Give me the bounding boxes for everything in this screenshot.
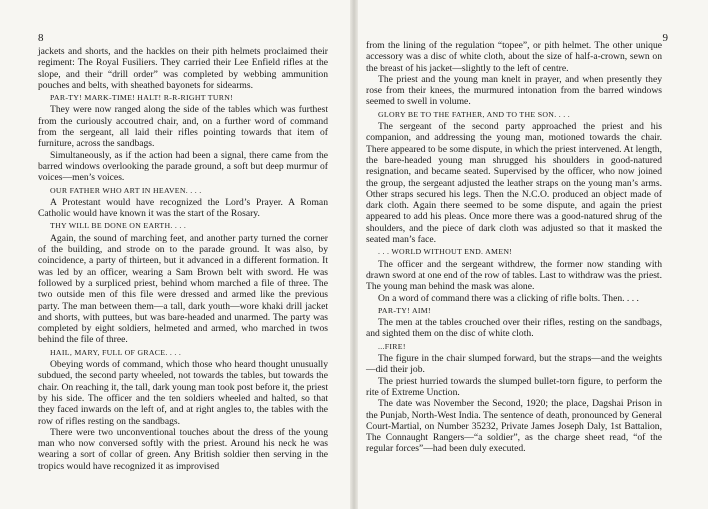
paragraph: from the lining of the regulation “topee”, or pith helmet. The other unique accessory was a disc of white cloth, about the size of half-a-crown, sewn on the breast of his jacket—slightly to the left of centre. bbox=[366, 40, 662, 74]
spoken-line: PAR-TY! MARK-TIME! HALT! R-R-RIGHT TURN! bbox=[50, 93, 234, 103]
left-page-body bbox=[38, 46, 328, 472]
paragraph: A Protestant would have recognized the Lord’s Prayer. A Roman Catholic would have known it was the start of the Rosary. bbox=[38, 196, 328, 220]
paragraph: Again, the sound of marching feet, and another party turned the corner of the building, and strode on to the parade ground. It was also, by coincidence, a party of thirteen, but it advanced in a different formation. It was led by an officer, wearing a Sam Brown belt with sword. He was followed by a surpliced priest, behind whom marched a file of three. The two outside men of this file were dressed and armed like the previous party. The man between them—a tall, dark youth—wore khaki drill jacket and shorts, with puttees, but was bare-headed and unarmed. The party was completed by eight soldiers, helmeted and armed, who marched in twos behind the file of three. bbox=[38, 232, 328, 346]
paragraph: Obeying words of command, which those who heard thought unusually subdued, the second party wheeled, not towards the tables, but towards the chair. On reaching it, the tall, dark young man took post before it, the priest by his side. The officer and the ten soldiers wheeled and halted, so that they faced inwards on the left of, and at right angles to, the tables with the row of rifles resting on the sandbags. bbox=[38, 359, 328, 427]
paragraph: The men at the tables crouched over their rifles, resting on the sandbags, and sighted them on the disc of white cloth. bbox=[366, 317, 662, 340]
spoken-line: . . . WORLD WITHOUT END. AMEN! bbox=[378, 247, 513, 257]
spoken-line: OUR FATHER WHO ART IN HEAVEN. . . . bbox=[50, 185, 202, 195]
spoken-line: THY WILL BE DONE ON EARTH. . . . bbox=[50, 221, 187, 231]
spoken-line: HAIL, MARY, FULL OF GRACE. . . . bbox=[50, 347, 182, 357]
paragraph: The sergeant of the second party approached the priest and his companion, and addressing the young man, motioned towards the chair. There appeared to be some dispute, in which the priest intervened. At length, the bare-headed young man shrugged his shoulders in good-natured resignation, and became seated. Supervised by the officer, who now joined the group, the sergeant adjusted the leather straps on the young man’s arms. Other straps secured his legs. Then the N.C.O. produced an object made of dark cloth. Again there seemed to be some dispute, and again the priest appeared to add his pleas. Once more there was a good-natured shrug of the shoulders, and the piece of dark cloth was adjusted so that it masked the seated man’s face. bbox=[366, 121, 662, 246]
page-number: 9 bbox=[662, 32, 668, 44]
paragraph: On a word of command there was a clicking of rifle bolts. Then. . . . bbox=[378, 292, 639, 304]
right-page-body bbox=[366, 40, 662, 455]
spoken-line: GLORY BE TO THE FATHER, AND TO THE SON. . . . bbox=[378, 109, 570, 119]
paragraph: There were two unconventional touches about the dress of the young man who now conversed softly with the priest. Around his neck he was wearing a sort of collar of green. Any British soldier then serving in the tropics would have recognized it as improvised bbox=[38, 426, 328, 472]
paragraph: The figure in the chair slumped forward, but the straps—and the weights—did their job. bbox=[366, 353, 662, 376]
paragraph: The priest hurried towards the slumped bullet-torn figure, to perform the rite of Extreme Unction. bbox=[366, 375, 662, 398]
left-page bbox=[0, 0, 350, 509]
paragraph: They were now ranged along the side of the tables which was furthest from the curiously accoutred chair, and, on a further word of command from the sergeant, all laid their rifles pointing towards that item of furniture, across the sandbags. bbox=[38, 104, 328, 150]
paragraph: The priest and the young man knelt in prayer, and when presently they rose from their knees, the murmured intonation from the barred windows seemed to swell in volume. bbox=[366, 73, 662, 108]
paragraph: jackets and shorts, and the hackles on their pith helmets proclaimed their regiment: The Royal Fusiliers. They carried their Lee Enfield rifles at the slope, and their “drill order” was completed by webbing ammunition pouches and belts, with sheathed bayonets for sidearms. bbox=[38, 46, 328, 91]
right-page bbox=[358, 0, 708, 509]
spoken-line: PAR-TY! AIM! bbox=[378, 305, 431, 315]
page-number: 8 bbox=[38, 32, 44, 44]
book-gutter bbox=[350, 0, 358, 509]
paragraph: The date was November the Second, 1920; the place, Dagshai Prison in the Punjab, North-West India. The sentence of death, pronounced by General Court-Martial, on Number 35232, Private James Joseph Daly, 1st Battalion, The Connaught Rangers—“a soldier”, as the charge sheet read, “of the regular forces”—had been duly executed. bbox=[366, 398, 662, 455]
paragraph: Simultaneously, as if the action had been a signal, there came from the barred windows overlooking the parade ground, a soft but deep murmur of voices—men’s voices. bbox=[38, 149, 328, 184]
paragraph: The officer and the sergeant withdrew, the former now standing with drawn sword at one end of the row of tables. Last to withdraw was the priest. The young man behind the mask was alone. bbox=[366, 258, 662, 293]
spoken-line: ...FIRE! bbox=[378, 341, 406, 351]
